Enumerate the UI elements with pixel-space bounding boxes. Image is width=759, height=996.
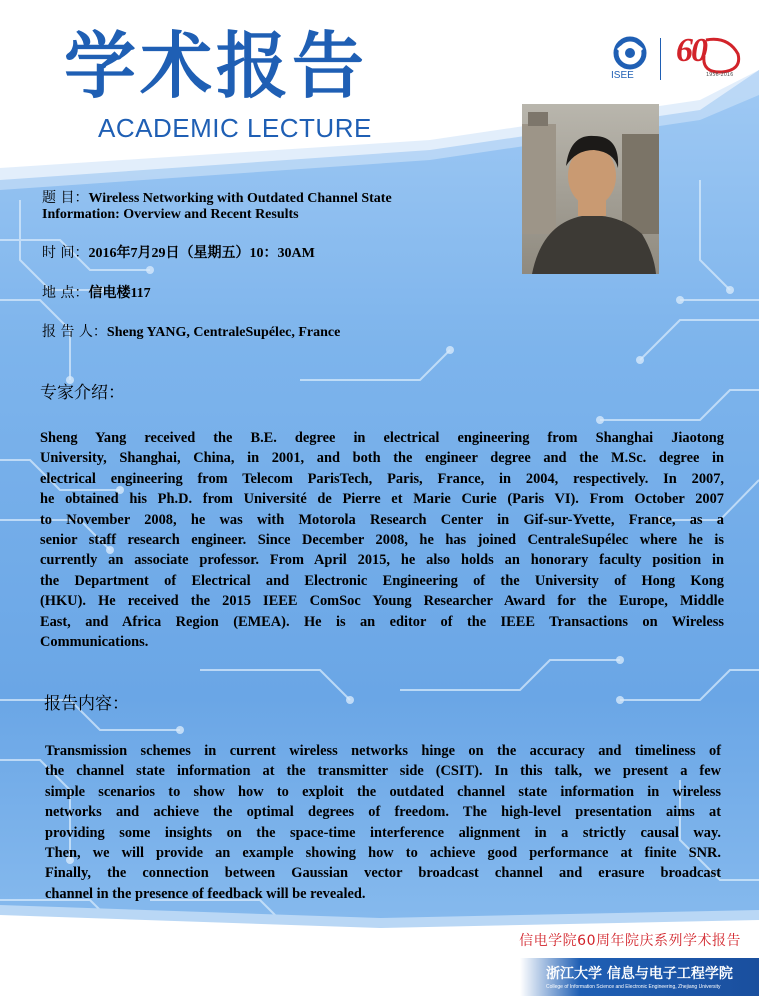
- abstract-line: the channel state information at the transmitter side (CSIT). In this talk, we present a few: [45, 763, 721, 780]
- bio-paragraph: [40, 428, 724, 652]
- bio-line: currently an associate professor. From April 2015, he also holds an honorary faculty position in: [40, 552, 724, 569]
- place-value: 信电楼117: [88, 286, 151, 301]
- anniversary-60-text: 60: [676, 32, 706, 69]
- abstract-line: Finally, the connection between Gaussian vector broadcast channel and erasure broadcast: [45, 865, 721, 882]
- topic-line1: Wireless Networking with Outdated Channel State: [88, 191, 392, 206]
- bio-line: University, Shanghai, China, in 2001, and both the engineer degree and the M.Sc. degree in: [40, 450, 724, 467]
- topic-row: [42, 187, 392, 207]
- bio-line: Sheng Yang received the B.E. degree in electrical engineering from Shanghai Jiaotong: [40, 430, 724, 446]
- speaker-value: Sheng YANG, CentraleSupélec, France: [106, 325, 341, 340]
- bio-line: to November 2008, he was with Motorola Research Center in Gif-sur-Yvette, France, as a: [40, 511, 724, 528]
- abstract-line: channel in the presence of feedback will be revealed.: [45, 885, 366, 902]
- topic-label: 题 目：: [42, 190, 89, 206]
- speaker-label: 报 告 人：: [42, 324, 107, 340]
- logo-divider: [660, 38, 661, 80]
- abstract-line: Transmission schemes in current wireless networks hinge on the accuracy and timeliness of: [45, 743, 721, 759]
- bio-line: electrical engineering from Telecom ParisTech, Paris, France, in 2004, respectively. In 2007,: [40, 470, 724, 487]
- abstract-paragraph: [45, 741, 721, 904]
- bio-heading: 专家介绍：: [40, 383, 125, 403]
- abstract-line: Then, we will provide an example showing how to achieve good performance at finite SNR.: [45, 845, 721, 862]
- bio-line: East, and Africa Region (EMEA). He is an editor of the IEEE Transactions on Wireless: [40, 613, 724, 630]
- place-row: [42, 282, 151, 302]
- place-label: 地 点：: [42, 285, 89, 301]
- school-name-en: College of Information Science and Electronic Engineering, Zhejiang University: [546, 984, 721, 990]
- time-row: [42, 242, 315, 262]
- school-name-cn: 浙江大学 信息与电子工程学院: [546, 966, 733, 982]
- isee-logo-text: ISEE: [611, 70, 634, 81]
- bio-line: Communications.: [40, 634, 149, 651]
- lecture-series-title: 信电学院60周年院庆系列学术报告: [519, 933, 741, 949]
- anniversary-years: 1956-2016: [706, 72, 734, 78]
- speaker-row: [42, 321, 340, 341]
- title-chinese: 学术报告: [64, 24, 369, 108]
- time-label: 时 间：: [42, 245, 89, 261]
- bio-line: he obtained his Ph.D. from Université de Pierre et Marie Curie (Paris VI). From October 2007: [40, 491, 724, 508]
- abstract-line: simple scenarios to show how to exploit the outdated channel state information in wireless: [45, 783, 721, 800]
- bio-line: the Department of Electrical and Electronic Engineering of the University of Hong Kong: [40, 572, 724, 589]
- abstract-line: providing some insights on the space-time interference alignment in a strictly causal way.: [45, 824, 721, 841]
- school-band: [520, 958, 759, 996]
- abstract-heading: 报告内容：: [44, 694, 129, 714]
- bio-line: (HKU). He received the 2015 IEEE ComSoc Young Researcher Award for the Europe, Middle: [40, 593, 724, 610]
- abstract-line: networks and achieve the optimal degrees of freedom. The high-level presentation aims at: [45, 804, 721, 821]
- title-english: ACADEMIC LECTURE: [98, 113, 372, 143]
- topic-line2: Information: Overview and Recent Results: [42, 207, 299, 222]
- speaker-photo: [522, 104, 659, 274]
- time-value: 2016年7月29日（星期五）10：30AM: [88, 246, 315, 261]
- bio-line: senior staff research engineer. Since December 2008, he has joined CentraleSupélec where he is: [40, 532, 724, 549]
